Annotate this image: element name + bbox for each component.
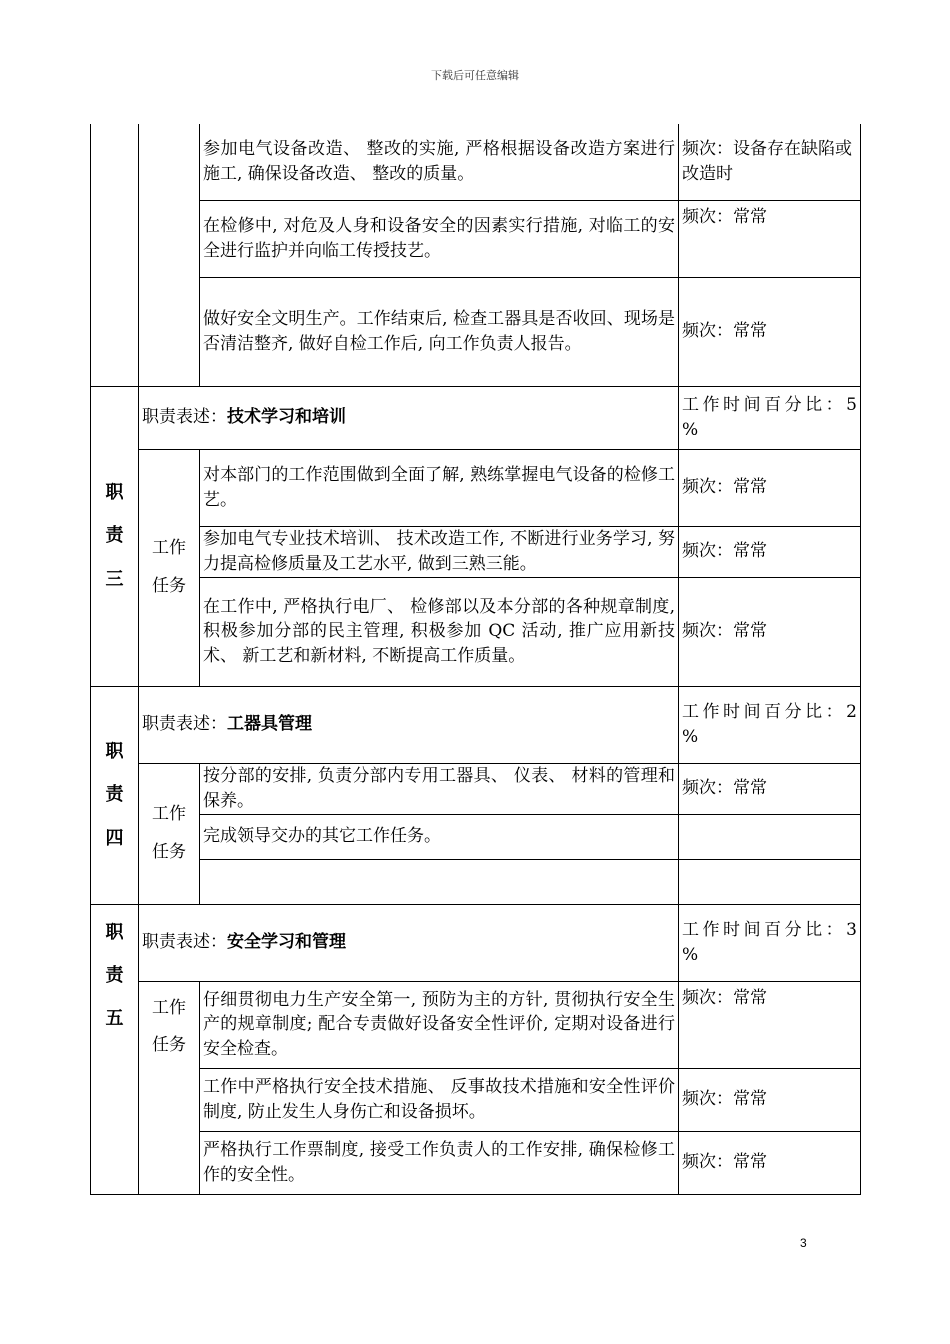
table-row: [91, 1068, 861, 1131]
task-label: 工作 任务: [139, 981, 200, 1194]
task-frequency: 频次：常常: [679, 1131, 861, 1194]
table-row: [91, 124, 861, 200]
task-frequency: [679, 814, 861, 859]
section-description: [139, 904, 679, 981]
description-title: 安全学习和管理: [227, 932, 346, 953]
section-header-row: [91, 686, 861, 763]
description-prefix: 职责表述：: [142, 932, 227, 953]
time-percentage: 工作时间百分比：3 %: [679, 904, 861, 981]
time-percentage: 工作时间百分比：5 %: [679, 386, 861, 449]
task-frequency: 频次：设备存在缺陷或改造时: [679, 124, 861, 200]
task-frequency: [679, 859, 861, 904]
table-row: [91, 763, 861, 814]
task-frequency: 频次：常常: [679, 577, 861, 686]
description-prefix: 职责表述：: [142, 407, 227, 428]
section-label-cell: [91, 124, 139, 386]
task-description: 做好安全文明生产。工作结束后, 检查工器具是否收回、现场是否清洁整齐, 做好自检工作后, 向工作负责人报告。: [200, 277, 679, 386]
section-label: 职 责 四: [91, 686, 139, 904]
task-description: 完成领导交办的其它工作任务。: [200, 814, 679, 859]
task-description: 工作中严格执行安全技术措施、 反事故技术措施和安全性评价制度, 防止发生人身伤亡和设备损坏。: [200, 1068, 679, 1131]
task-description: 按分部的安排, 负责分部内专用工器具、 仪表、 材料的管理和保养。: [200, 763, 679, 814]
task-description: 仔细贯彻电力生产安全第一, 预防为主的方针, 贯彻执行安全生产的规章制度; 配合专责做好设备安全性评价, 定期对设备进行安全检查。: [200, 981, 679, 1068]
table-row: [91, 200, 861, 277]
task-frequency: 频次：常常: [679, 981, 861, 1068]
section-header-row: [91, 386, 861, 449]
table-row: [91, 526, 861, 577]
table-row: [91, 814, 861, 859]
task-description: 严格执行工作票制度, 接受工作负责人的工作安排, 确保检修工作的安全性。: [200, 1131, 679, 1194]
task-description: 参加电气专业技术培训、 技术改造工作, 不断进行业务学习, 努力提高检修质量及工艺水平, 做到三熟三能。: [200, 526, 679, 577]
task-frequency: 频次：常常: [679, 526, 861, 577]
section-label: 职 责 五: [91, 904, 139, 1194]
section-label: 职 责 三: [91, 386, 139, 686]
table-row: [91, 449, 861, 526]
task-description: 在检修中, 对危及人身和设备安全的因素实行措施, 对临工的安全进行监护并向临工传授技艺。: [200, 200, 679, 277]
task-frequency: 频次：常常: [679, 763, 861, 814]
time-percentage: 工作时间百分比：2 %: [679, 686, 861, 763]
task-frequency: 频次：常常: [679, 1068, 861, 1131]
task-frequency: 频次：常常: [679, 200, 861, 277]
task-label: 工作 任务: [139, 763, 200, 904]
table-row: [91, 1131, 861, 1194]
table-row: [91, 577, 861, 686]
task-description: 在工作中, 严格执行电厂、 检修部以及本分部的各种规章制度, 积极参加分部的民主管理, 积极参加 QC 活动, 推广应用新技术、 新工艺和新材料, 不断提高工作质量。: [200, 577, 679, 686]
task-frequency: 频次：常常: [679, 449, 861, 526]
table-row: [91, 859, 861, 904]
task-description: [200, 859, 679, 904]
task-frequency: 频次：常常: [679, 277, 861, 386]
task-label-cell: [139, 124, 200, 386]
table-row: [91, 981, 861, 1068]
description-prefix: 职责表述：: [142, 714, 227, 735]
section-description: [139, 386, 679, 449]
page-number: 3: [800, 1236, 807, 1250]
header-note: 下载后可任意编辑: [431, 69, 519, 82]
section-header-row: [91, 904, 861, 981]
task-description: 对本部门的工作范围做到全面了解, 熟练掌握电气设备的检修工艺。: [200, 449, 679, 526]
table-row: [91, 277, 861, 386]
description-title: 工器具管理: [227, 714, 312, 735]
duty-table: [90, 124, 861, 1195]
task-description: 参加电气设备改造、 整改的实施, 严格根据设备改造方案进行施工, 确保设备改造、 整改的质量。: [200, 124, 679, 200]
section-description: [139, 686, 679, 763]
description-title: 技术学习和培训: [227, 407, 346, 428]
task-label: 工作 任务: [139, 449, 200, 686]
